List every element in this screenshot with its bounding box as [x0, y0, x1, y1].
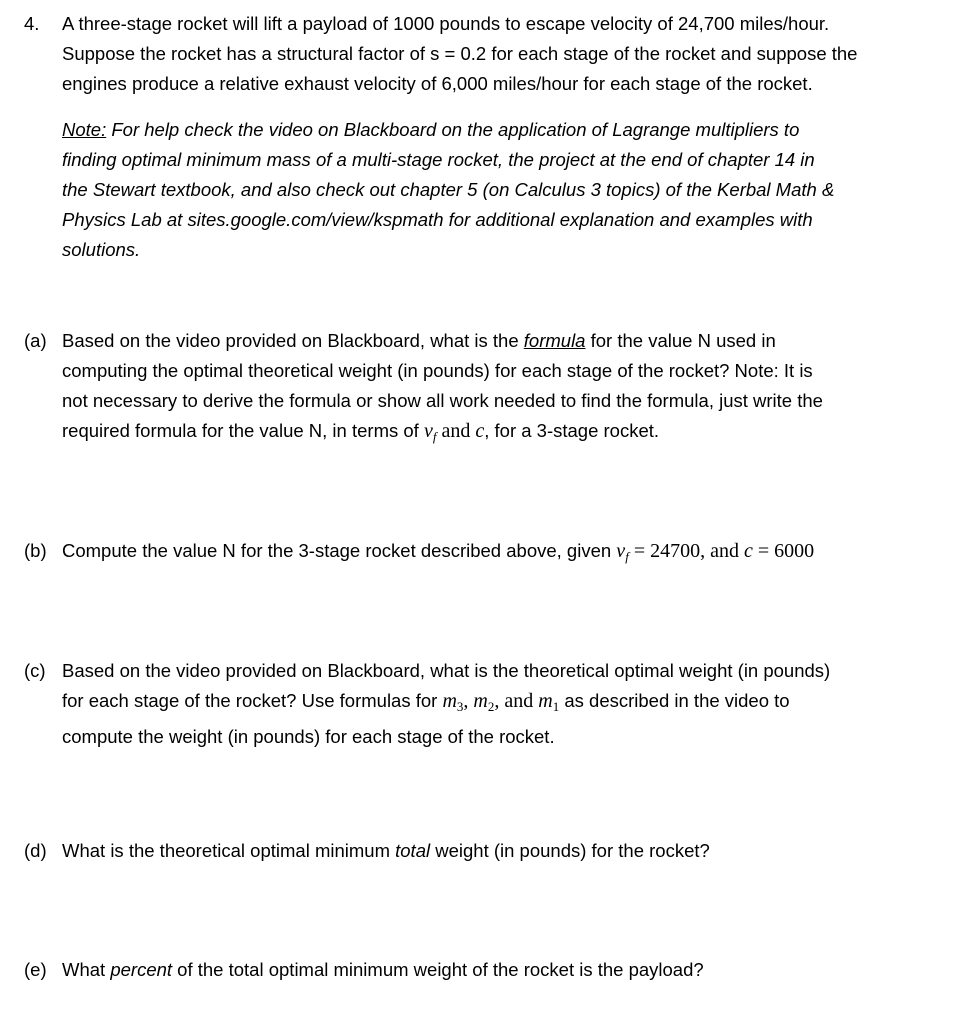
part-b-label: (b) — [24, 540, 47, 561]
part-e — [24, 955, 964, 985]
part-a-line — [62, 326, 964, 356]
part-e-label: (e) — [24, 959, 47, 980]
intro-line: Suppose the rocket has a structural factor of s = 0.2 for each stage of the rocket and suppose the — [62, 43, 858, 64]
math-eq: = 6000 — [752, 540, 815, 562]
part-a — [24, 326, 964, 452]
intro-line: A three-stage rocket will lift a payload of 1000 pounds to escape velocity of 24,700 miles/hour. — [62, 13, 830, 34]
math-and: , and — [494, 690, 539, 712]
text-run: as described in the video to — [559, 690, 790, 711]
part-a-label: (a) — [24, 330, 47, 351]
math-m1: m — [538, 690, 553, 712]
part-c-line: compute the weight (in pounds) for each stage of the rocket. — [62, 726, 555, 747]
part-c-line: Based on the video provided on Blackboard, what is the theoretical optimal weight (in pounds) — [62, 660, 831, 681]
part-c-line — [62, 686, 964, 722]
part-d — [24, 836, 964, 866]
text-run: for each stage of the rocket? Use formulas for — [62, 690, 443, 711]
math-sub: f — [432, 429, 437, 444]
text-run: of the total optimal minimum weight of the rocket is the payload? — [172, 959, 704, 980]
text-run: , for a 3-stage rocket. — [484, 420, 660, 441]
math-v: v — [423, 420, 433, 442]
text-run: What is the theoretical optimal minimum — [62, 840, 396, 861]
part-c-label: (c) — [24, 660, 46, 681]
math-sub: 3 — [456, 699, 464, 714]
math-m3: m — [442, 690, 457, 712]
part-c-text — [62, 656, 964, 752]
math-sep: , — [463, 690, 474, 712]
part-e-text — [62, 955, 964, 985]
math-c: c — [743, 540, 753, 562]
text-run: Based on the video provided on Blackboard, what is the — [62, 330, 524, 351]
problem-intro — [24, 9, 964, 99]
part-a-line: computing the optimal theoretical weight (in pounds) for each stage of the rocket? Note: It is — [62, 360, 813, 381]
part-a-text — [62, 326, 964, 452]
math-c: c — [475, 420, 485, 442]
part-a-line — [62, 416, 964, 452]
text-run: weight (in pounds) for the rocket? — [430, 840, 710, 861]
part-c — [24, 656, 964, 752]
part-b-text — [62, 536, 964, 572]
note-line: solutions. — [62, 239, 141, 260]
formula-emphasis: formula — [523, 330, 586, 351]
part-a-line: not necessary to derive the formula or show all work needed to find the formula, just write the — [62, 390, 823, 411]
note-line: finding optimal minimum mass of a multi-stage rocket, the project at the end of chapter 14 in — [62, 149, 815, 170]
total-emphasis: total — [395, 840, 431, 861]
part-b — [24, 536, 964, 572]
percent-emphasis: percent — [110, 959, 173, 980]
part-b-line — [62, 536, 964, 572]
math-v: v — [616, 540, 626, 562]
help-note — [62, 115, 962, 265]
note-label: Note: — [62, 119, 107, 140]
math-and: and — [436, 420, 476, 442]
math-sub: f — [625, 549, 629, 564]
text-run: for the value N used in — [585, 330, 776, 351]
text-run: Compute the value N for the 3-stage rocket described above, given — [62, 540, 617, 561]
math-eq: = 24700, and — [628, 540, 744, 562]
part-e-line — [62, 955, 964, 985]
note-text: For help check the video on Blackboard on the application of Lagrange multipliers to — [111, 119, 800, 140]
part-d-line — [62, 836, 964, 866]
intro-text — [62, 9, 964, 99]
math-sub: 1 — [552, 699, 560, 714]
text-run: What — [62, 959, 111, 980]
problem-number: 4. — [24, 13, 40, 34]
math-sub: 2 — [487, 699, 495, 714]
intro-line: engines produce a relative exhaust velocity of 6,000 miles/hour for each stage of the rocket. — [62, 73, 813, 94]
note-line: Physics Lab at sites.google.com/view/kspmath for additional explanation and examples with — [62, 209, 813, 230]
note-line — [62, 115, 962, 145]
note-line: the Stewart textbook, and also check out chapter 5 (on Calculus 3 topics) of the Kerbal Math & — [62, 179, 835, 200]
math-m2: m — [473, 690, 488, 712]
part-d-text — [62, 836, 964, 866]
part-d-label: (d) — [24, 840, 47, 861]
text-run: required formula for the value N, in terms of — [62, 420, 424, 441]
